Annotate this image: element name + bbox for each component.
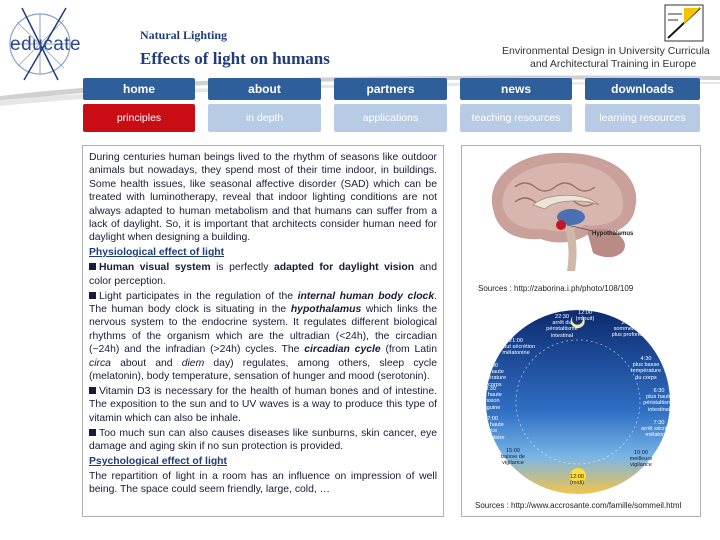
subnav-in-depth[interactable]: in depth	[208, 104, 321, 132]
clock-label-2230: 22:30 arrêt du péristaltisme intestinal	[546, 314, 578, 339]
bullet-sun-risks: Too much sun can also causes diseases like sunburns, skin cancer, eye damage and aging skin if no sun protection is provided.	[89, 427, 437, 453]
clock-label-0730: 7:30 arrêt sécrétion mélatonine	[641, 420, 677, 439]
clock-label-midnight: 12:00 (minuit)	[575, 310, 595, 323]
source-caption-brain: Sources : http://zaborina.i.ph/photo/108/109	[478, 284, 634, 293]
nav-news[interactable]: news	[460, 78, 572, 100]
bullet-visual-system: Human visual system is perfectly adapted for daylight vision and color perception.	[89, 262, 437, 287]
clock-label-1830: 18:30 plus haute pression sanguine	[476, 386, 502, 411]
clock-label-1000: 10:00 meilleure vigilance	[629, 450, 653, 469]
clock-label-0430: 4:30 plus basse température du corps	[630, 356, 662, 381]
nav-partners[interactable]: partners	[334, 78, 447, 100]
subnav-principles[interactable]: principles	[83, 104, 195, 132]
content-panel	[82, 145, 444, 517]
project-logo-icon[interactable]	[664, 4, 704, 42]
last-paragraph: The repartition of light in a room has an influence on impression of well being. The space could seem friendly, large, cold, …	[89, 470, 437, 496]
page-title: Effects of light on humans	[140, 49, 330, 68]
bullet-icon	[89, 387, 96, 394]
tagline-line1: Environmental Design in University Curricula	[502, 45, 710, 57]
nav-about[interactable]: about	[208, 78, 321, 100]
clock-label-1900: 19:00 plus haute température du corps	[475, 363, 507, 388]
logo-text: educate	[10, 34, 82, 55]
nav-downloads[interactable]: downloads	[585, 78, 700, 100]
subnav-learning-resources[interactable]: learning resources	[585, 104, 700, 132]
clock-label-1700: 17:00 plus haute force musculaire	[477, 416, 505, 441]
circadian-clock-image	[467, 308, 694, 496]
tagline-line2: and Architectural Training in Europe	[530, 58, 697, 70]
heading-psychological: Psychological effect of light	[89, 455, 227, 467]
hypothalamus-label: Hypothalamus	[592, 231, 634, 237]
clock-label-0630: 6:30 plus haute péristaltisme intestinal	[643, 388, 675, 413]
subnav-teaching-resources[interactable]: teaching resources	[460, 104, 572, 132]
subnav-applications[interactable]: applications	[334, 104, 447, 132]
intro-paragraph: During centuries human beings lived to the rhythm of seasons like outdoor animals but nowadays, they spend most of their time indoor, in buildings. Some health issues, like seasonal affective disorder (SAD) which can be treated with luminotherapy, reveal that indoor lighting conditions are not always adapted to human metabolism and that humans can suffer from a lack of daylight. So, it is important that architects consider human need for daylight when designing a building.	[89, 152, 437, 244]
page-subtitle: Natural Lighting	[140, 28, 228, 42]
bullet-icon	[89, 429, 96, 436]
clock-label-noon: 12:00 (midi)	[570, 474, 584, 487]
clock-label-1500: 15:00 baisse de vigilance	[501, 448, 525, 467]
bullet-body-clock: Light participates in the regulation of the internal human body clock. The human body clock is situating in the hypothalamus which links the nervous system to the endocrine system. It regulates different biological rhythms of the organism which are the ultradian (<24h), the circadian (~24h) and the infradian (>24h) cycles. The circadian cycle (from Latin circa about and diem day) regulates, among others, sleep cycle (melatonin), body temperature, sensation of hunger and mood (serotonin).	[89, 290, 438, 382]
bullet-icon	[89, 292, 96, 299]
clock-label-0200: 2:00 sommeil le plus profond	[611, 320, 643, 339]
heading-physiological: Physiological effect of light	[89, 247, 225, 259]
bullet-vitamin-d3: Vitamin D3 is necessary for the health of human bones and of intestine. The exposition to the sun and to UV waves is a way to produce this type of vitamin which can also be inhale.	[89, 385, 437, 424]
bullet-icon	[89, 263, 96, 270]
source-caption-clock: Sources : http://www.accrosante.com/famille/sommeil.html	[475, 501, 682, 510]
brain-hypothalamus-image	[475, 147, 655, 279]
nav-home[interactable]: home	[83, 78, 195, 100]
clock-label-2100: 21:00 début sécrétion mélatonine	[496, 338, 536, 357]
